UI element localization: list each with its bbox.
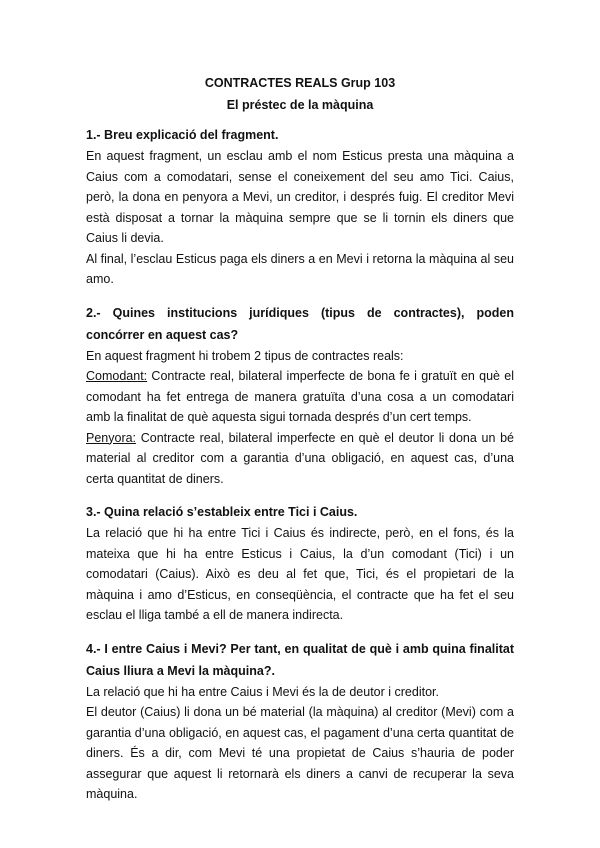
section-4-paragraph-2: El deutor (Caius) li dona un bé material (la màquina) al creditor (Mevi) com a garantia d’una obligació, en aquest cas, el pagament d’una certa quantitat de diners. És a dir, com Mevi té una propietat de Caius s’hauria de poder assegurar que aquest li retornarà els diners a canvi de recuperar la seva màquina. [86, 705, 514, 801]
section-2-heading: 2.- Quines institucions jurídiques (tipus de contractes), poden concórrer en aquest cas? [86, 305, 514, 342]
document-title: CONTRACTES REALS Grup 103 [204, 76, 396, 90]
section-3-paragraph-1: La relació que hi ha entre Tici i Caius és indirecte, però, en el fons, és la mateixa que hi ha entre Esticus i Caius, la d’un comodant (Tici) i un comodatari (Caius). Això es deu al fet que, Tici, és el propietari de la màquina i amo d’Esticus, en conseqüència, el contracte que ha fet el seu esclau el lliga també a ell de manera indirecta. [86, 526, 514, 622]
section-1-heading: 1.- Breu explicació del fragment. [86, 128, 279, 142]
term-penyora: Penyora: [86, 430, 137, 445]
definition-penyora: Contracte real, bilateral imperfecte en què el deutor li dona un bé material al creditor com a garantia d’una obligació, en aquest cas, d’una certa quantitat de diners. [86, 430, 514, 486]
section-2-comodant [86, 366, 514, 428]
document-subtitle: El préstec de la màquina [226, 98, 374, 112]
section-4-heading: 4.- I entre Caius i Mevi? Per tant, en qualitat de què i amb quina finalitat Caius lliura a Mevi la màquina?. [86, 641, 514, 678]
section-4-paragraph-1: La relació que hi ha entre Caius i Mevi és la de deutor i creditor. [86, 684, 439, 699]
section-3-heading: 3.- Quina relació s’estableix entre Tici i Caius. [86, 505, 358, 519]
section-1-paragraph-2: Al final, l’esclau Esticus paga els diners a en Mevi i retorna la màquina al seu amo. [86, 251, 514, 286]
section-1-paragraph-1: En aquest fragment, un esclau amb el nom Esticus presta una màquina a Caius com a comodatari, sense el coneixement del seu amo Tici. Caius, però, la dona en penyora a Mevi, un creditor, i després fuig. El creditor Mevi està disposat a tornar la màquina sempre que se li tornin els diners que Caius li devia. [86, 149, 514, 245]
section-2-intro: En aquest fragment hi trobem 2 tipus de contractes reals: [86, 348, 404, 363]
term-comodant: Comodant: [86, 369, 148, 383]
section-2-penyora [86, 428, 514, 490]
definition-comodant: Contracte real, bilateral imperfecte de bona fe i gratuït en què el comodant ha fet entrega de manera gratuïta d’una cosa a un comodatari amb la finalitat de què aquesta sigui tornada després d’un cert temps. [86, 369, 514, 424]
